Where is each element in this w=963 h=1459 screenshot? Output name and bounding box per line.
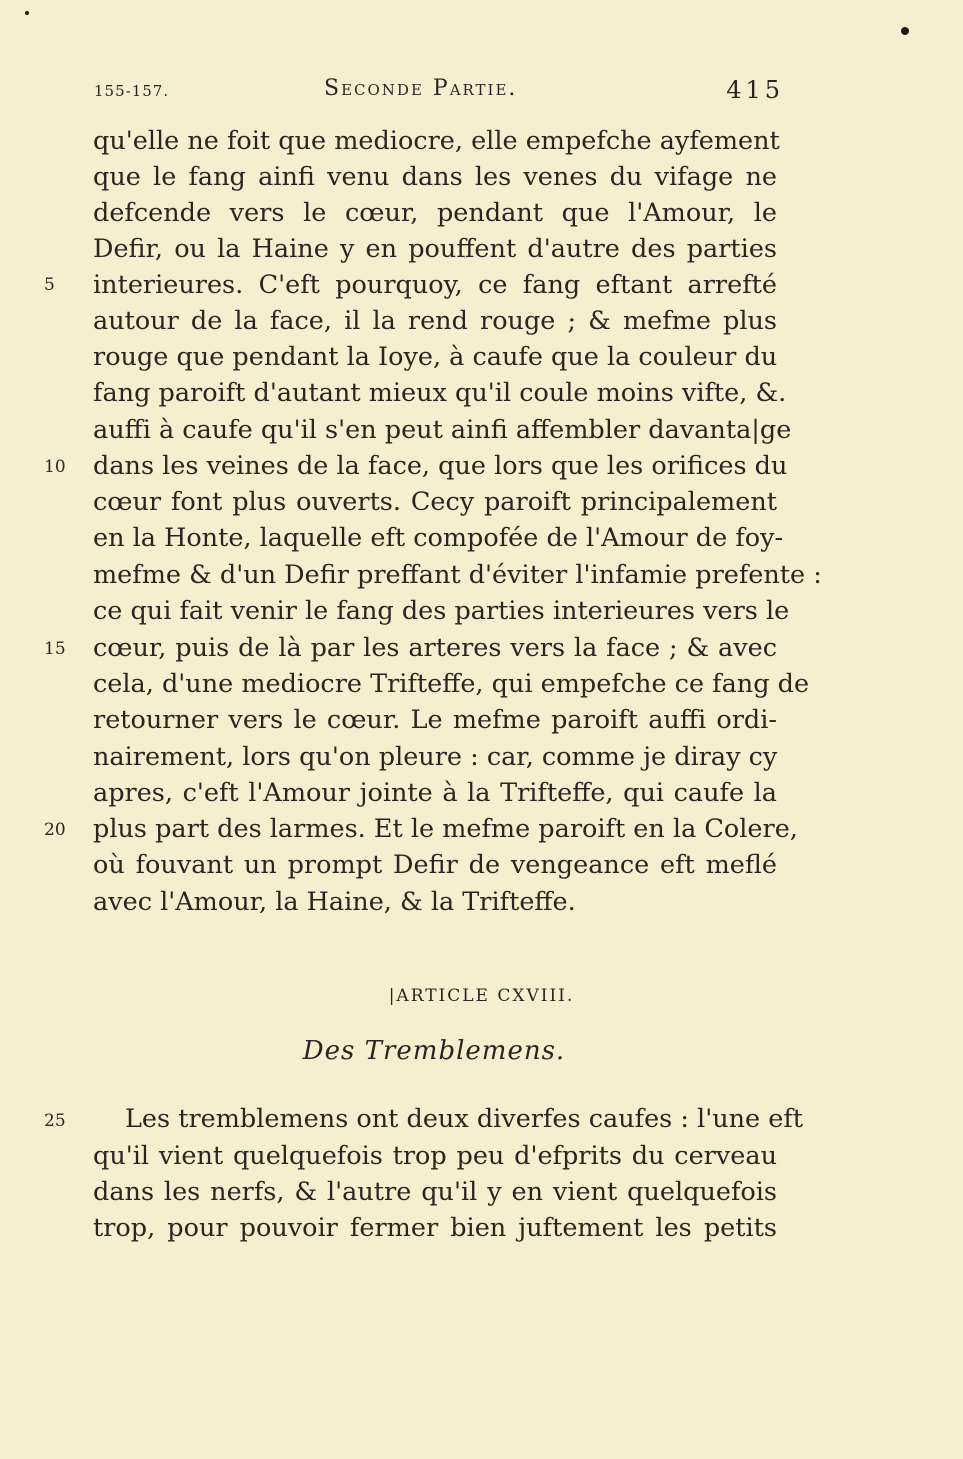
text-line: cœur font plus ouverts. Cecy paroift principalement [93,487,777,517]
text-line: auffi à caufe qu'il s'en peut ainfi affembler davanta|ge [93,415,792,445]
text-line: qu'il vient quelquefois trop peu d'efprits du cerveau [93,1141,777,1171]
text-line: interieures. C'eft pourquoy, ce fang eftant arrefté [93,270,777,300]
text-line: Defir, ou la Haine y en pouffent d'autre des parties [93,234,777,264]
article-heading: |ARTICLE CXVIII. [388,986,575,1006]
page-number: 415 [726,76,784,104]
text-line: mefme & d'un Defir preffant d'éviter l'infamie prefente : [93,560,822,590]
ink-dot [901,27,909,35]
text-line: cœur, puis de là par les arteres vers la face ; & avec [93,633,777,663]
article-title: Des Tremblemens. [302,1036,566,1066]
text-line: où fouvant un prompt Defir de vengeance eft meflé [93,850,777,880]
text-line: que le fang ainfi venu dans les venes du vifage ne [93,162,777,192]
text-line: defcende vers le cœur, pendant que l'Amour, le [93,198,777,228]
text-line: rouge que pendant la Ioye, à caufe que la couleur du [93,342,778,372]
text-line: apres, c'eft l'Amour jointe à la Trifteffe, qui caufe la [93,778,777,808]
section-range: 155-157. [94,82,170,100]
line-number: 15 [44,639,66,659]
text-line: cela, d'une mediocre Trifteffe, qui empefche ce fang de [93,669,810,699]
text-line: retourner vers le cœur. Le mefme paroift auffi ordi- [93,705,777,735]
line-number: 20 [44,820,66,840]
running-title: Seconde Partie. [324,76,518,101]
text-line: avec l'Amour, la Haine, & la Trifteffe. [93,887,576,917]
text-line: dans les nerfs, & l'autre qu'il y en vient quelquefois [93,1177,777,1207]
running-header [94,76,784,110]
text-line: nairement, lors qu'on pleure : car, comme je diray cy [93,742,778,772]
text-line: qu'elle ne foit que mediocre, elle empefche ayfement [93,126,780,156]
text-line: dans les veines de la face, que lors que les orifices du [93,451,788,481]
text-line: ce qui fait venir le fang des parties interieures vers le [93,596,790,626]
line-number: 25 [44,1111,66,1131]
text-line: trop, pour pouvoir fermer bien juftement les petits [93,1213,777,1243]
text-line: en la Honte, laquelle eft compofée de l'Amour de foy- [93,523,784,553]
text-line: plus part des larmes. Et le mefme paroift en la Colere, [93,814,798,844]
text-line: Les tremblemens ont deux diverfes caufes : l'une eft [125,1104,804,1134]
line-number: 5 [44,275,55,295]
ink-speck [25,11,29,15]
text-line: autour de la face, il la rend rouge ; & mefme plus [93,306,777,336]
line-number: 10 [44,457,66,477]
text-line: fang paroift d'autant mieux qu'il coule moins vifte, &. [93,378,787,408]
